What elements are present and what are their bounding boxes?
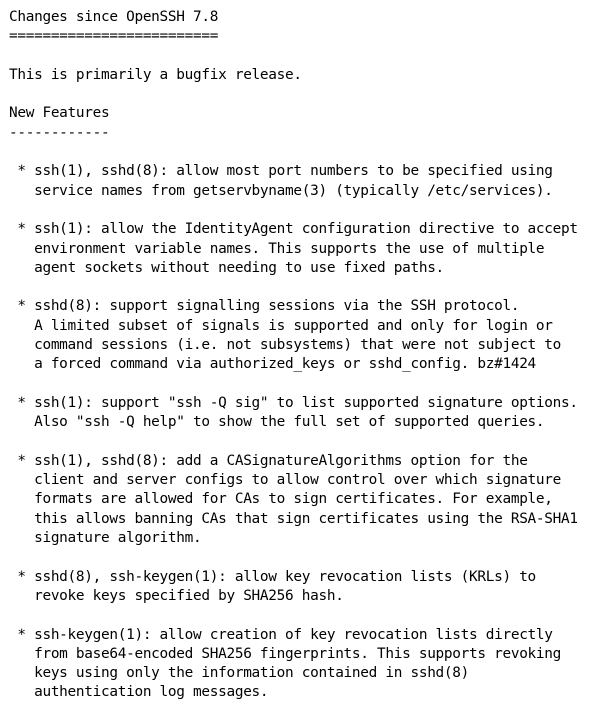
feature-item — [9, 568, 597, 607]
spacer — [9, 606, 597, 625]
spacer — [9, 278, 597, 297]
feature-item-line: a forced command via authorized_keys or sshd_config. bz#1424 — [9, 356, 536, 373]
spacer — [9, 201, 597, 220]
feature-item-first-line: * ssh(1), sshd(8): add a CASignatureAlgorithms option for the — [9, 452, 528, 469]
feature-item-first-line: * ssh-keygen(1): allow creation of key revocation lists directly — [9, 626, 553, 643]
feature-item-line: keys using only the information contained in sshd(8) — [9, 665, 470, 682]
feature-item — [9, 394, 597, 433]
feature-item-line: signature algorithm. — [9, 530, 202, 547]
feature-item-line: A limited subset of signals is supported and only for login or — [9, 317, 553, 334]
release-notes-document — [9, 8, 597, 703]
feature-item-line: authentication log messages. — [9, 684, 269, 701]
feature-item-line: service names from getservbyname(3) (typically /etc/services). — [9, 182, 553, 199]
feature-item — [9, 452, 597, 548]
spacer — [9, 47, 597, 66]
feature-item-line: from base64-encoded SHA256 fingerprints. This supports revoking — [9, 645, 562, 662]
feature-item-line: formats are allowed for CAs to sign certificates. For example, — [9, 491, 553, 508]
spacer — [9, 548, 597, 567]
feature-item — [9, 220, 597, 278]
feature-item-first-line: * ssh(1): allow the IdentityAgent configuration directive to accept — [9, 221, 578, 238]
spacer — [9, 143, 597, 162]
section-heading: New Features — [9, 105, 110, 122]
feature-item-line: client and server configs to allow control over which signature — [9, 472, 562, 489]
feature-item-line: command sessions (i.e. not subsystems) that were not subject to — [9, 337, 562, 354]
feature-item-first-line: * sshd(8): support signalling sessions via the SSH protocol. — [9, 298, 520, 315]
feature-item-line: environment variable names. This supports the use of multiple — [9, 240, 545, 257]
section-underline: ------------ — [9, 124, 110, 141]
feature-list — [9, 162, 597, 702]
spacer — [9, 85, 597, 104]
feature-item-first-line: * sshd(8), ssh-keygen(1): allow key revocation lists (KRLs) to — [9, 568, 536, 585]
feature-item-line: Also "ssh -Q help" to show the full set of supported queries. — [9, 414, 545, 431]
document-title: Changes since OpenSSH 7.8 — [9, 9, 219, 25]
feature-item — [9, 297, 597, 374]
feature-item — [9, 626, 597, 703]
spacer — [9, 433, 597, 452]
feature-item-first-line: * ssh(1), sshd(8): allow most port numbers to be specified using — [9, 163, 553, 180]
spacer — [9, 375, 597, 394]
feature-item — [9, 162, 597, 201]
feature-item-line: this allows banning CAs that sign certificates using the RSA-SHA1 — [9, 510, 578, 527]
feature-item-line: revoke keys specified by SHA256 hash. — [9, 587, 344, 604]
feature-item-line: agent sockets without needing to use fixed paths. — [9, 259, 444, 276]
feature-item-first-line: * ssh(1): support "ssh -Q sig" to list supported signature options. — [9, 394, 578, 411]
intro-text: This is primarily a bugfix release. — [9, 66, 302, 83]
title-underline: ========================= — [9, 28, 219, 45]
